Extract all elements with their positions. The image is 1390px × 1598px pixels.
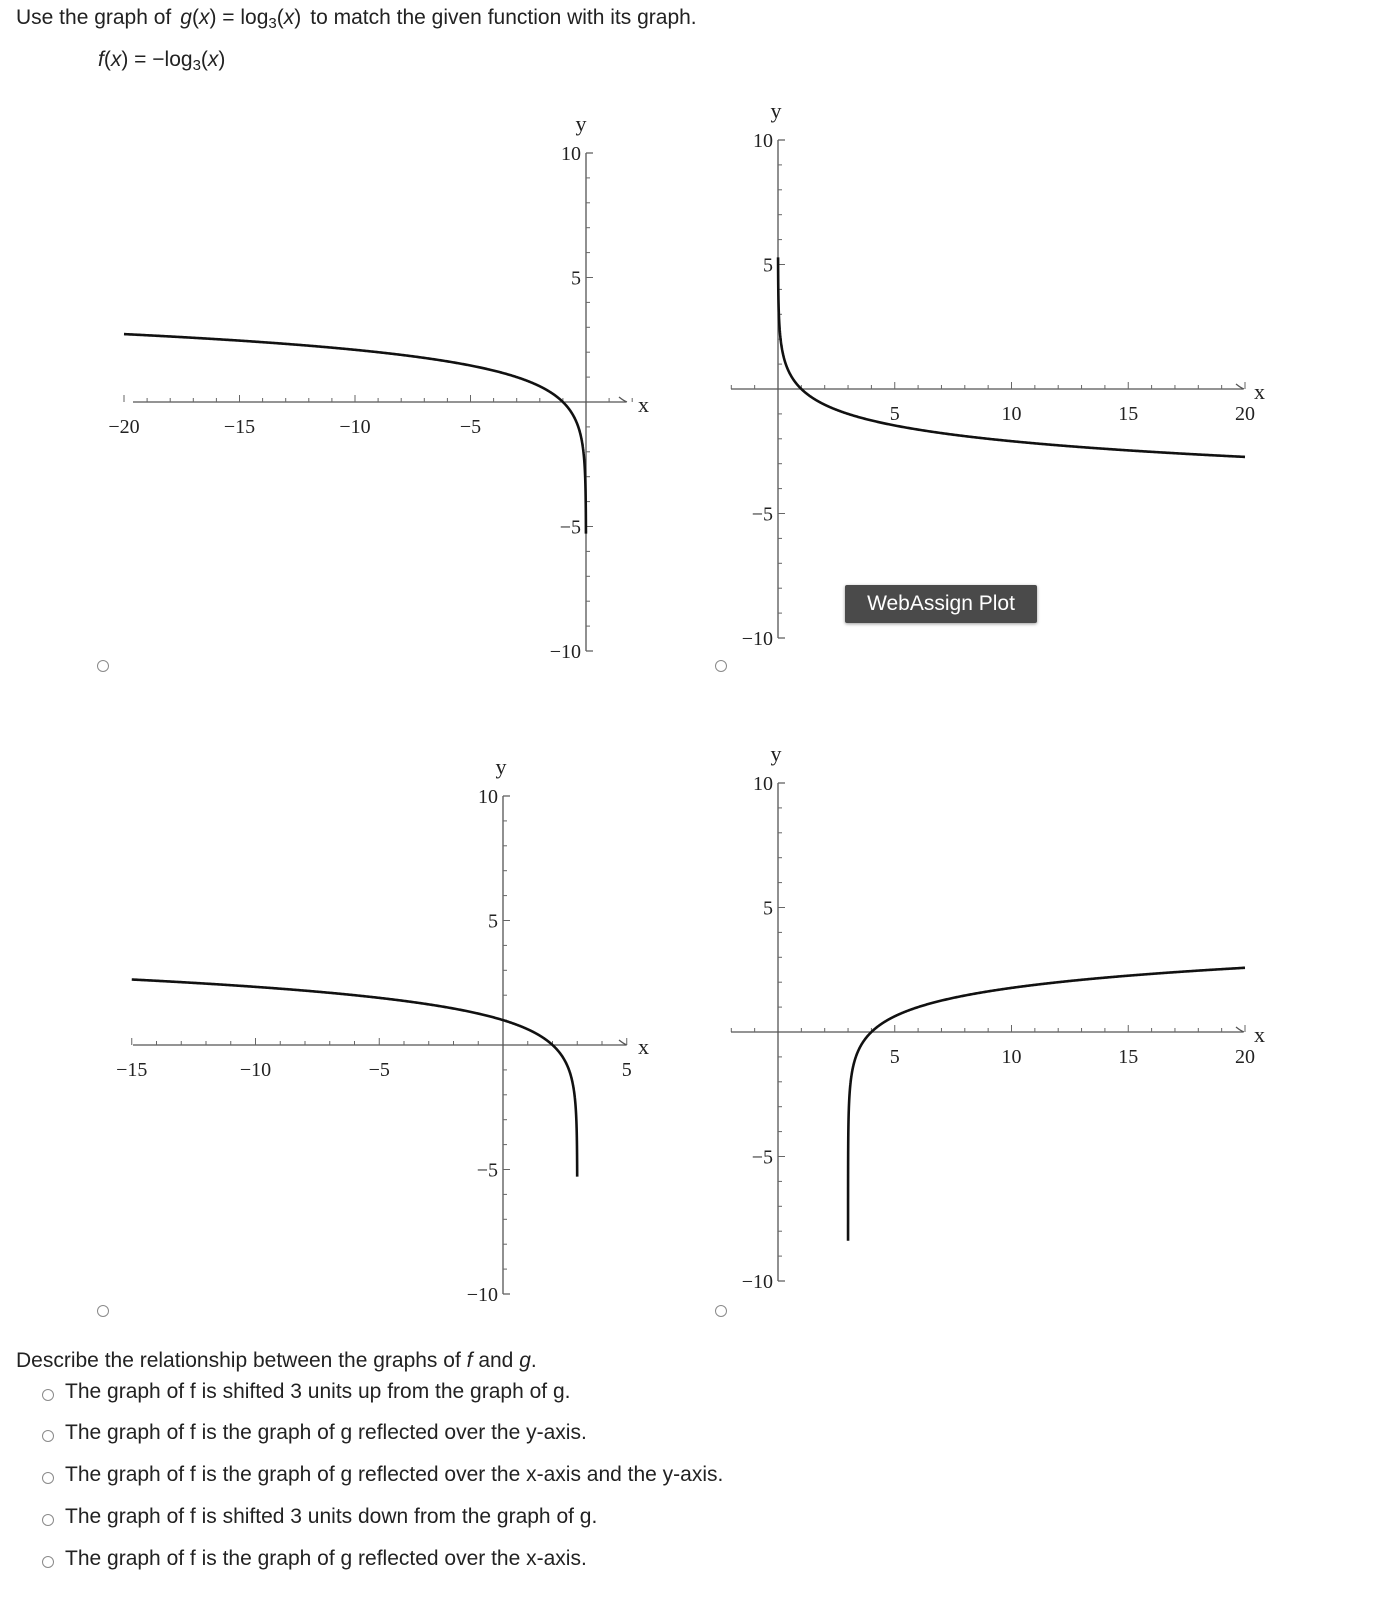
y-tick-label: −10: [741, 1271, 773, 1293]
y-axis-label: y: [575, 111, 587, 136]
relationship-radio-5[interactable]: [42, 1556, 54, 1568]
function-curve: [848, 968, 1245, 1241]
x-axis-arrow: [1236, 1027, 1244, 1032]
y-tick-label: −10: [549, 641, 581, 663]
x-axis-arrow: [1236, 384, 1244, 389]
relationship-option-label: The graph of f is the graph of g reflected over the x-axis and the y-axis.: [65, 1463, 724, 1486]
function-curve: [778, 257, 1245, 457]
x-axis-label: x: [638, 1034, 649, 1059]
relationship-radio-1[interactable]: [42, 1389, 54, 1401]
x-tick-label: 5: [889, 403, 900, 425]
x-tick-label: −15: [223, 416, 256, 438]
relationship-option-label: The graph of f is the graph of g reflected over the x-axis.: [65, 1547, 587, 1570]
x-axis-label: x: [638, 392, 649, 417]
describe-prompt: Describe the relationship between the graphs of f and g.: [16, 1349, 537, 1372]
x-tick-label: 15: [1118, 1046, 1139, 1068]
graph-top-right: [731, 98, 1265, 650]
relationship-radio-2[interactable]: [42, 1430, 54, 1442]
x-tick-label: 10: [1001, 403, 1022, 425]
y-tick-label: 10: [753, 773, 773, 795]
relationship-option-label: The graph of f is the graph of g reflected over the y-axis.: [65, 1421, 587, 1444]
x-tick-label: −15: [116, 1059, 148, 1081]
x-tick-label: −5: [459, 416, 482, 438]
x-axis-arrow: [619, 1040, 627, 1045]
y-tick-label: −5: [751, 503, 773, 526]
graph-radio-bottom-left[interactable]: [97, 1305, 109, 1317]
x-axis-label: x: [1254, 1022, 1265, 1047]
x-tick-label: 10: [1001, 1046, 1022, 1068]
question-text: Use the graph of $g(x) = \log_3(x)$ to match the given function with its graph.: [16, 6, 697, 32]
y-tick-label: 5: [763, 897, 773, 920]
y-tick-label: 5: [571, 267, 581, 290]
x-axis-arrow: [619, 397, 627, 402]
graph-top-left: [108, 111, 649, 663]
y-tick-label: −5: [751, 1146, 773, 1169]
graph-radio-top-right[interactable]: [715, 660, 727, 672]
x-tick-label: 15: [1118, 403, 1139, 425]
y-tick-label: −5: [476, 1159, 498, 1182]
given-function: $f(x) = -\log_3(x)$: [98, 48, 226, 74]
x-tick-label: −10: [239, 1059, 272, 1081]
x-tick-label: 20: [1235, 1046, 1255, 1068]
graph-radio-bottom-right[interactable]: [715, 1305, 727, 1317]
webassign-plot-tooltip: WebAssign Plot: [845, 585, 1037, 623]
x-axis-label: x: [1254, 379, 1265, 404]
x-tick-label: −20: [108, 416, 140, 438]
g-func: g: [180, 6, 192, 29]
y-tick-label: 5: [488, 910, 498, 933]
y-axis-label: y: [495, 754, 507, 779]
y-tick-label: 10: [478, 786, 498, 808]
y-axis-label: y: [770, 741, 782, 766]
graph-bottom-left: [116, 754, 649, 1306]
y-tick-label: 5: [763, 254, 773, 277]
y-tick-label: 10: [753, 130, 773, 152]
y-tick-label: −10: [741, 628, 773, 650]
relationship-radio-4[interactable]: [42, 1514, 54, 1526]
x-tick-label: −10: [339, 416, 371, 438]
relationship-option-label: The graph of f is shifted 3 units down from the graph of g.: [65, 1505, 598, 1528]
graph-bottom-right: [731, 741, 1265, 1293]
graph-radio-top-left[interactable]: [97, 660, 109, 672]
y-tick-label: −10: [466, 1284, 498, 1306]
x-tick-label: 20: [1235, 403, 1255, 425]
x-tick-label: 5: [889, 1046, 900, 1068]
relationship-option-label: The graph of f is shifted 3 units up from the graph of g.: [65, 1380, 571, 1403]
function-curve: [132, 979, 577, 1176]
x-tick-label: −5: [368, 1059, 390, 1081]
y-tick-label: 10: [561, 143, 581, 165]
x-tick-label: 5: [621, 1059, 632, 1081]
y-axis-label: y: [770, 98, 782, 123]
relationship-radio-3[interactable]: [42, 1472, 54, 1484]
y-tick-label: −5: [559, 516, 581, 539]
